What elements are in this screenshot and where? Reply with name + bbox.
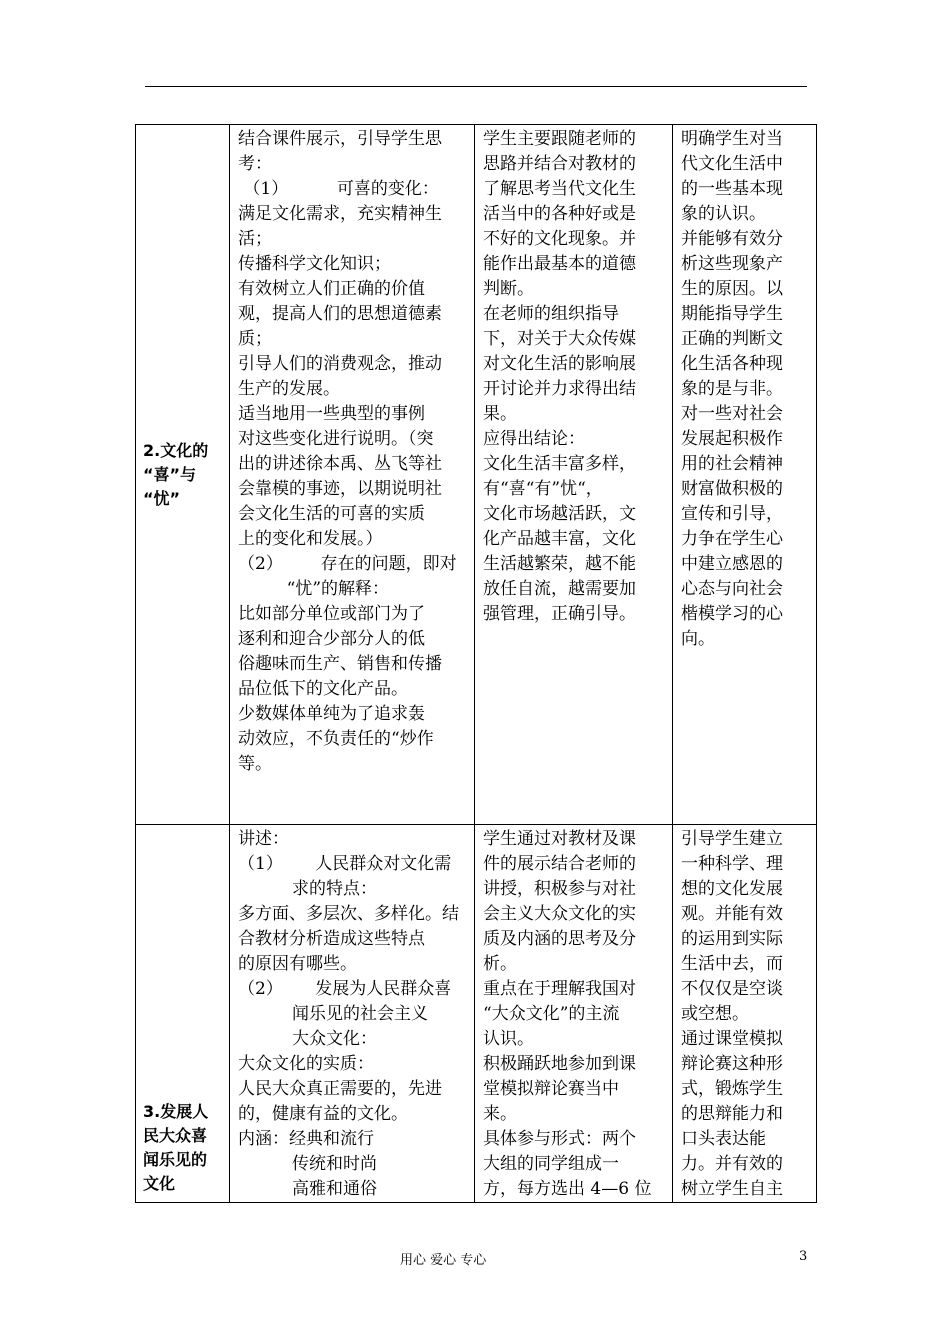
text-line: 口头表达能 [681,1129,766,1149]
lesson-plan-table [135,124,817,1203]
text-line: 质及内涵的思考及分 [483,929,636,949]
text-line: 财富做积极的 [681,479,783,499]
text-line: 正确的判断文 [681,329,783,349]
text-line: 3.发展人 [143,1102,209,1121]
table-row [136,825,817,1203]
text-line: 的思辩能力和 [681,1104,783,1124]
text-line: 满足文化需求，充实精神生 [238,204,442,224]
text-line: 俗趣味而生产、销售和传播 [238,654,442,674]
text-line: 活当中的各种好或是 [483,204,636,224]
text-line: 通过课堂模拟 [681,1029,783,1049]
teacher-activity-text [238,127,470,777]
text-line: 堂模拟辩论赛当中 [483,1079,619,1099]
text-line: 内涵：经典和流行 [238,1129,374,1149]
text-line: 会靠模的事迹，以期说明社 [238,479,442,499]
text-line: 人民大众真正需要的，先进 [238,1079,442,1099]
section-title [143,1100,225,1196]
text-line: 结合课件展示，引导学生思 [238,129,442,149]
text-line: 学生主要跟随老师的 [483,129,636,149]
text-line: 下，对关于大众传媒 [483,329,636,349]
table-row [136,125,817,825]
text-line: 上的变化和发展。） [238,529,383,549]
text-line: 开讨论并力求得出结 [483,379,636,399]
text-line: 析这些现象产 [681,254,783,274]
text-line: 传播科学文化知识； [238,254,391,274]
section-title-cell [136,125,230,825]
text-line: 引导学生建立 [681,829,783,849]
text-line: 力。并有效的 [681,1154,783,1174]
student-activity-text [483,127,668,627]
text-line: 中建立感恩的 [681,554,783,574]
text-line: 少数媒体单纯为了追求轰 [238,704,425,724]
text-line: 动效应，不负责任的“炒作 [238,729,434,749]
text-line: 并能够有效分 [681,229,783,249]
text-line: 对一些对社会 [681,404,783,424]
text-line: 生的原因。以 [681,279,783,299]
student-activity-text [483,827,668,1202]
text-line: 高雅和通俗 [238,1179,378,1199]
text-line: 化生活各种现 [681,354,783,374]
text-line: 期能指导学生 [681,304,783,324]
text-line: 象的认识。 [681,204,766,224]
text-line: 的一些基本现 [681,179,783,199]
text-line: 观。并能有效 [681,904,783,924]
text-line: 出的讲述徐本禹、丛飞等社 [238,454,442,474]
text-line: 观，提高人们的思想道德素 [238,304,442,324]
design-intent-text [681,127,812,652]
text-line: （1） 人民群众对文化需 [238,854,452,874]
text-line: 的运用到实际 [681,929,783,949]
text-line: 能作出最基本的道德 [483,254,636,274]
section-title [143,439,225,511]
text-line: 学生通过对教材及课 [483,829,636,849]
text-line: 会主义大众文化的实 [483,904,636,924]
text-line: 明确学生对当 [681,129,783,149]
text-line: 强管理，正确引导。 [483,604,636,624]
text-line: 了解思考当代文化生 [483,179,636,199]
text-line: 民大众喜 [143,1126,208,1145]
text-line: 力争在学生心 [681,529,783,549]
text-line: 文化 [143,1174,176,1193]
text-line: 生产的发展。 [238,379,340,399]
text-line: 活； [238,229,272,249]
text-line: 大组的同学组成一 [483,1154,619,1174]
text-line: 大众文化： [238,1029,378,1049]
text-line: 不好的文化现象。并 [483,229,636,249]
text-line: 心态与向社会 [681,579,783,599]
text-line: 适当地用一些典型的事例 [238,404,425,424]
footer-motto: 用心 爱心 专心 [400,1253,487,1268]
text-line: 大众文化的实质： [238,1054,374,1074]
text-line: 具体参与形式：两个 [483,1129,636,1149]
text-line: 化产品越丰富，文化 [483,529,636,549]
text-line: 果。 [483,404,517,424]
text-line: （2） 发展为人民群众喜 [238,979,452,999]
student-activity-cell [475,125,673,825]
text-line: 式，锻炼学生 [681,1079,783,1099]
text-line: 质； [238,329,272,349]
text-line: 有“喜“有”忧“， [483,479,603,499]
text-line: “忧”的解释： [238,579,390,599]
text-line: 判断。 [483,279,534,299]
text-line: 有效树立人们正确的价值 [238,279,425,299]
text-line: 向。 [681,629,715,649]
text-line: 讲授，积极参与对社 [483,879,636,899]
teacher-activity-cell [230,125,475,825]
text-line: 楷模学习的心 [681,604,783,624]
text-line: 传统和时尚 [238,1154,378,1174]
text-line: （2） 存在的问题，即对 [238,554,457,574]
text-line: 辩论赛这种形 [681,1054,783,1074]
text-line: （1） 可喜的变化： [238,179,439,199]
text-line: 生活中去，而 [681,954,783,974]
design-intent-cell [673,825,817,1203]
text-line: 考： [238,154,272,174]
text-line: 应得出结论： [483,429,585,449]
text-line: 树立学生自主 [681,1179,783,1199]
text-line: 生活越繁荣，越不能 [483,554,636,574]
design-intent-text [681,827,812,1202]
text-line: 重点在于理解我国对 [483,979,636,999]
text-line: 比如部分单位或部门为了 [238,604,425,624]
text-line: 宣传和引导， [681,504,783,524]
student-activity-cell [475,825,673,1203]
text-line: 逐利和迎合少部分人的低 [238,629,425,649]
text-line: 来。 [483,1104,517,1124]
text-line: 求的特点： [238,879,378,899]
teacher-activity-text [238,827,470,1202]
design-intent-cell [673,125,817,825]
text-line: 对文化生活的影响展 [483,354,636,374]
page-number: 3 [799,1249,808,1264]
text-line: 文化生活丰富多样， [483,454,636,474]
text-line: 的原因有哪些。 [238,954,357,974]
text-line: 方，每方选出 4—6 位 [483,1179,652,1199]
text-line: 讲述： [238,829,289,849]
text-line: 品位低下的文化产品。 [238,679,408,699]
text-line: 思路并结合对教材的 [483,154,636,174]
text-line: 等。 [238,754,272,774]
text-line: 闻乐见的社会主义 [238,1004,429,1024]
text-line: 或空想。 [681,1004,749,1024]
text-line: 对这些变化进行说明。（突 [238,429,434,449]
text-line: 析。 [483,954,517,974]
text-line: “忧” [143,488,181,508]
text-line: 引导人们的消费观念，推动 [238,354,442,374]
text-line: 放任自流，越需要加 [483,579,636,599]
text-line: 合教材分析造成这些特点 [238,929,425,949]
text-line: 想的文化发展 [681,879,783,899]
text-line: 2.文化的 [143,440,209,460]
text-line: 用的社会精神 [681,454,783,474]
text-line: 一种科学、理 [681,854,783,874]
text-line: 象的是与非。 [681,379,783,399]
text-line: “喜”与 [143,464,197,484]
text-line: 代文化生活中 [681,154,783,174]
text-line: 不仅仅是空谈 [681,979,783,999]
text-line: 会文化生活的可喜的实质 [238,504,425,524]
section-title-cell [136,825,230,1203]
text-line: 文化市场越活跃，文 [483,504,636,524]
text-line: 在老师的组织指导 [483,304,619,324]
text-line: 闻乐见的 [143,1150,208,1169]
header-rule [145,86,807,87]
text-line: 件的展示结合老师的 [483,854,636,874]
text-line: 积极踊跃地参加到课 [483,1054,636,1074]
text-line: 多方面、多层次、多样化。结 [238,904,459,924]
text-line: “大众文化”的主流 [483,1004,620,1024]
text-line: 发展起积极作 [681,429,783,449]
text-line: 认识。 [483,1029,534,1049]
teacher-activity-cell [230,825,475,1203]
text-line: 的，健康有益的文化。 [238,1104,408,1124]
